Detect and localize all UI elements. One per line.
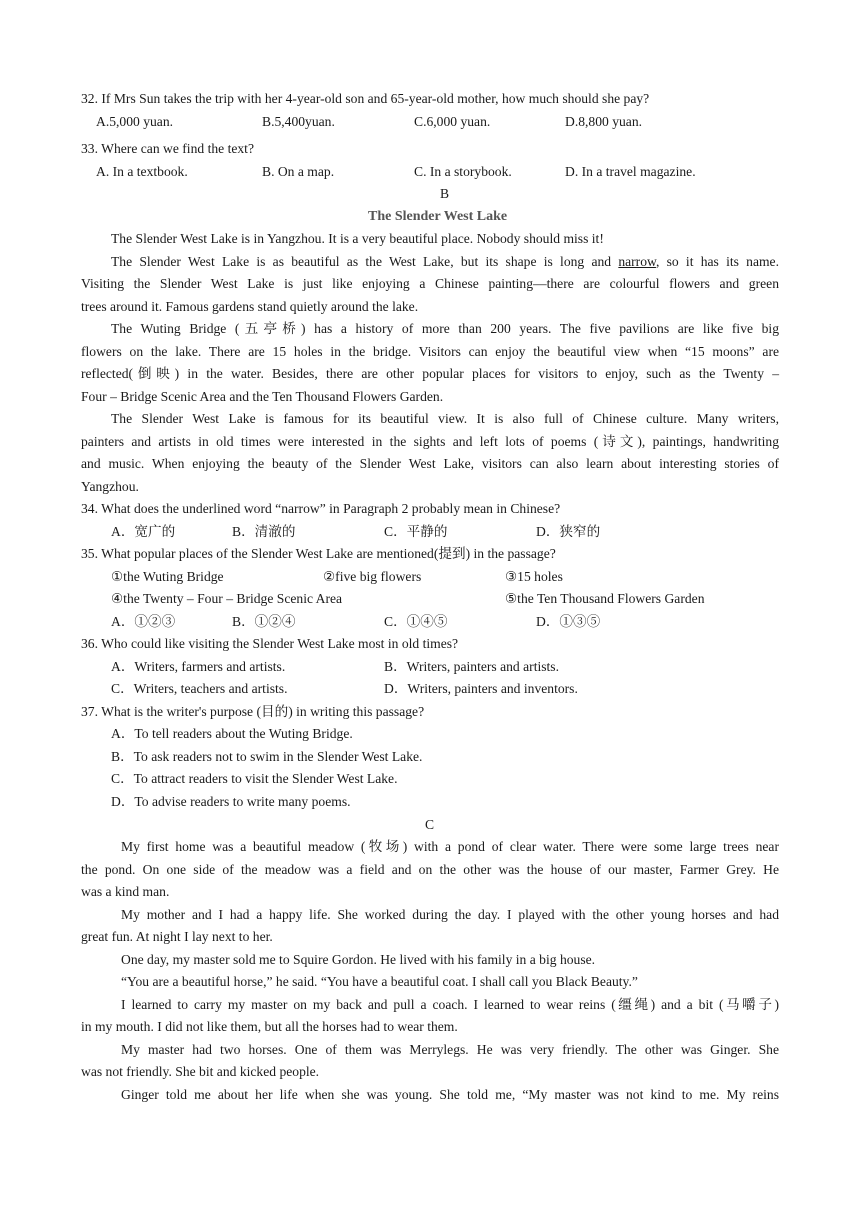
q32-option-a: A.5,000 yuan. bbox=[96, 114, 174, 129]
q33-stem: 33. Where can we find the text? bbox=[81, 141, 254, 156]
passage-c-p2-line2: great fun. At night I lay next to her. bbox=[81, 929, 273, 944]
q34-option-c: C．平静的 bbox=[384, 524, 448, 539]
underlined-word-narrow: narrow bbox=[618, 254, 656, 269]
passage-b-p2-line3: trees around it. Famous gardens stand quietly around the lake. bbox=[81, 299, 419, 314]
q33-option-c: C. In a storybook. bbox=[414, 164, 512, 179]
passage-c-p6-line2: was not friendly. She bit and kicked people. bbox=[81, 1064, 320, 1079]
passage-c-p4: “You are a beautiful horse,” he said. “You have a beautiful coat. I shall call you Black Beauty.” bbox=[121, 974, 638, 989]
q33-option-d: D. In a travel magazine. bbox=[565, 164, 696, 179]
section-c-letter: C bbox=[425, 817, 435, 832]
q34-option-a: A．宽广的 bbox=[111, 524, 176, 539]
q35-item-4: ④the Twenty – Four – Bridge Scenic Area bbox=[111, 591, 343, 606]
q36-option-d: D．Writers, painters and inventors. bbox=[384, 681, 578, 696]
q35-item-1: ①the Wuting Bridge bbox=[111, 569, 224, 584]
q35-option-a: A．①②③ bbox=[111, 614, 176, 629]
q36-option-b: B．Writers, painters and artists. bbox=[384, 659, 559, 674]
passage-c-p2-line1: My mother and I had a happy life. She worked during the day. I played with the other young horses and had bbox=[121, 907, 779, 922]
passage-b-p3-line1: The Wuting Bridge (五亭桥) has a history of more than 200 years. The five pavilions are like five big bbox=[111, 321, 779, 336]
q37-option-b: B．To ask readers not to swim in the Slender West Lake. bbox=[111, 749, 423, 764]
q35-item-3: ③15 holes bbox=[505, 569, 563, 584]
passage-b-p4-line1: The Slender West Lake is famous for its beautiful view. It is also full of Chinese culture. Many writers, bbox=[111, 411, 779, 426]
q35-option-b: B．①②④ bbox=[232, 614, 296, 629]
passage-c-p5-line2: in my mouth. I did not like them, but all the horses had to wear them. bbox=[81, 1019, 458, 1034]
q36-option-a: A．Writers, farmers and artists. bbox=[111, 659, 286, 674]
q36-option-c: C．Writers, teachers and artists. bbox=[111, 681, 288, 696]
passage-b-p2-line2: Visiting the Slender West Lake is just like enjoying a Chinese painting—there are colourful flowers and green bbox=[81, 276, 779, 291]
passage-b-p3-line2: flowers on the lake. There are 15 holes in the bridge. Visitors can enjoy the beautiful view when “15 moons” are bbox=[81, 344, 779, 359]
passage-b-p3-line3: reflected(倒映) in the water. Besides, there are other popular places for visitors to enjoy, such as the Twenty – bbox=[81, 366, 779, 381]
passage-b-p1: The Slender West Lake is in Yangzhou. It is a very beautiful place. Nobody should miss it! bbox=[111, 231, 604, 246]
passage-b-p4-line4: Yangzhou. bbox=[81, 479, 139, 494]
q34-option-b: B．清澈的 bbox=[232, 524, 296, 539]
q35-item-5: ⑤the Ten Thousand Flowers Garden bbox=[505, 591, 705, 606]
q35-stem: 35. What popular places of the Slender West Lake are mentioned(提到) in the passage? bbox=[81, 546, 556, 561]
passage-c-p7-line1: Ginger told me about her life when she was young. She told me, “My master was not kind to me. My reins bbox=[121, 1087, 779, 1102]
q37-option-a: A．To tell readers about the Wuting Bridge. bbox=[111, 726, 353, 741]
passage-b-p4-line3: and music. When enjoying the beauty of the Slender West Lake, visitors can also learn about interesting stories of bbox=[81, 456, 779, 471]
passage-c-p5-line1: I learned to carry my master on my back and pull a coach. I learned to wear reins (缰绳) and a bit (马嚼子) bbox=[121, 997, 779, 1012]
passage-b-p2-line1: The Slender West Lake is as beautiful as the West Lake, but its shape is long and narrow, so it has its name. bbox=[111, 254, 779, 269]
q32-stem: 32. If Mrs Sun takes the trip with her 4-year-old son and 65-year-old mother, how much should she pay? bbox=[81, 91, 650, 106]
passage-c-p1-line2: the pond. On one side of the meadow was a field and on the other was the house of our master, Farmer Grey. He bbox=[81, 862, 779, 877]
passage-b-title: The Slender West Lake bbox=[368, 209, 508, 224]
passage-b-p3-line4: Four – Bridge Scenic Area and the Ten Thousand Flowers Garden. bbox=[81, 389, 444, 404]
passage-b-p4-line2: painters and artists in old times were interested in the sights and left lots of poems (诗文), paintings, handwriting bbox=[81, 434, 779, 449]
q35-option-d: D．①③⑤ bbox=[536, 614, 601, 629]
q32-option-b: B.5,400yuan. bbox=[262, 114, 335, 129]
q35-option-c: C．①④⑤ bbox=[384, 614, 448, 629]
q33-option-a: A. In a textbook. bbox=[96, 164, 188, 179]
q34-option-d: D．狭窄的 bbox=[536, 524, 601, 539]
q32-option-d: D.8,800 yuan. bbox=[565, 114, 643, 129]
passage-c-p1-line1: My first home was a beautiful meadow (牧场) with a pond of clear water. There were some large trees near bbox=[121, 839, 779, 854]
q36-stem: 36. Who could like visiting the Slender West Lake most in old times? bbox=[81, 636, 459, 651]
q32-option-c: C.6,000 yuan. bbox=[414, 114, 491, 129]
q33-option-b: B. On a map. bbox=[262, 164, 335, 179]
q37-option-c: C．To attract readers to visit the Slender West Lake. bbox=[111, 771, 398, 786]
passage-c-p3: One day, my master sold me to Squire Gordon. He lived with his family in a big house. bbox=[121, 952, 596, 967]
passage-c-p6-line1: My master had two horses. One of them was Merrylegs. He was very friendly. The other was Ginger. She bbox=[121, 1042, 779, 1057]
section-b-letter: B bbox=[440, 186, 450, 201]
passage-c-p1-line3: was a kind man. bbox=[81, 884, 170, 899]
q35-item-2: ②five big flowers bbox=[323, 569, 422, 584]
q37-stem: 37. What is the writer's purpose (目的) in writing this passage? bbox=[81, 704, 425, 719]
q34-stem: 34. What does the underlined word “narrow” in Paragraph 2 probably mean in Chinese? bbox=[81, 501, 561, 516]
q37-option-d: D．To advise readers to write many poems. bbox=[111, 794, 351, 809]
